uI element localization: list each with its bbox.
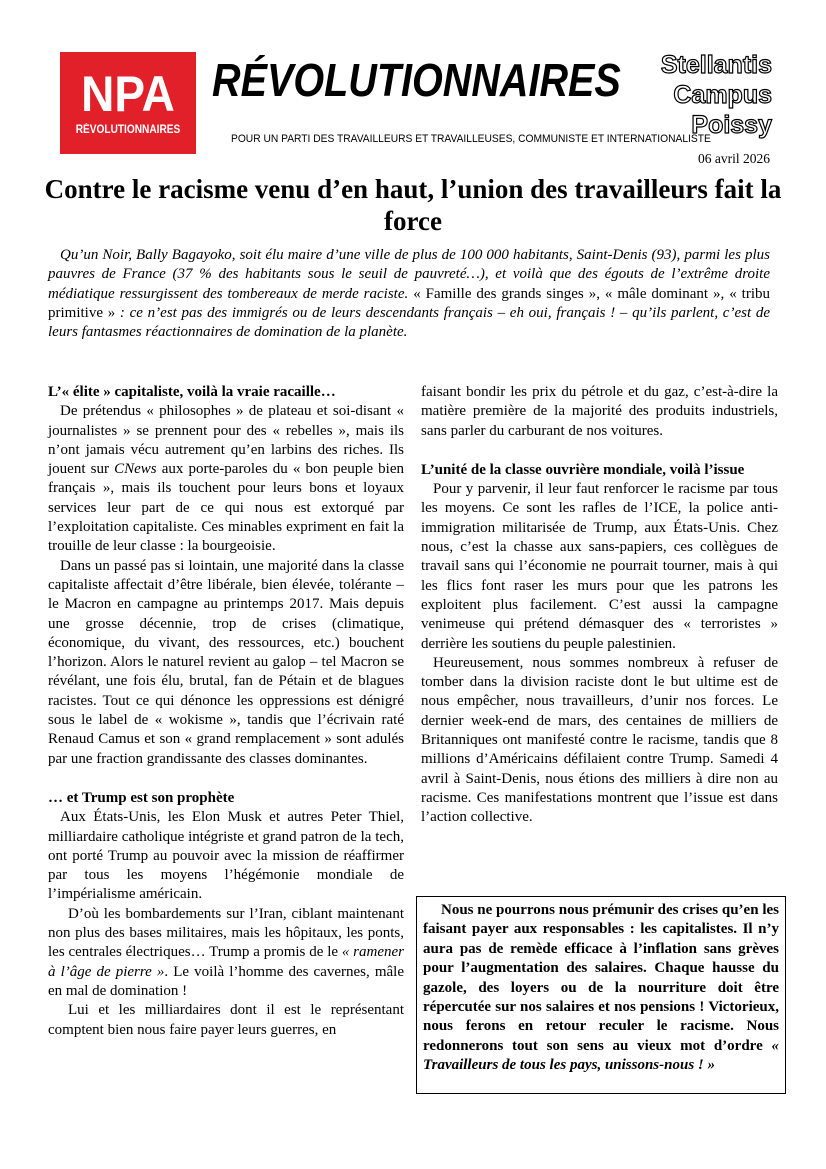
callout-text: Nous ne pourrons nous prémunir des crises qu’en les faisant payer aux responsables : les capitalistes. Il n’y aura pas de remède efficace à l’inflation sans grèves pour l’augmentation des salaires. Chaque hausse du gazole, des loyers ou de la nourriture doit être répercutée sur nos salaires et nos pensions ! Victorieux, nous ferons en retour reculer le racisme. Nous redonnerons tout son sens au vieux mot d’ordre [423,902,779,1054]
paragraph-racisme: Pour y parvenir, il leur faut renforcer le racisme par tous les moyens. Ce sont les rafles de l’ICE, la police anti-immigration militarisée de Trump, aux États-Unis. Chez nous, c’est la chasse aux sans-papiers, ces collègues de travail sans qui l’économie ne pourrait tourner, mais à qui les flics font raser les murs pour que les patrons les exploitent plus facilement. C’est aussi la campagne venimeuse qui prétend démasquer des « terroristes » derrière les soutiens du peuple palestinien. [421,481,778,652]
paragraph-milliardaires: Lui et les milliardaires dont il est le représentant comptent bien nous faire payer leurs guerres, en [48,1002,404,1038]
paragraph-heureusement: Heureusement, nous sommes nombreux à refuser de tomber dans la division raciste dont le but ultime est de nous empêcher, nous travailleurs, d’unir nos forces. Le dernier week-end de mars, des centaines de milliers de Britanniques ont manifesté contre le racisme, tandis que 8 millions d’Américains défilaient contre Trump. Samedi 4 avril à Saint-Denis, nous étions des milliers à dire non au racisme. Ces manifestations montrent que l’issue est dans l’action collective. [421,654,778,826]
paragraph-philosophes: De prétendus « philosophes » de plateau et soi-disant « journalistes » se prennent pour des « rebelles », mais ils n’ont jamais vécu autrement qu’en larbins des riches. Ils jouent sur CNews aux porte-paroles du « bon peuple bien français », mais ils touchent pour leurs bons et loyaux services leur part de ce qui nous est extorqué par l’exploitation capitaliste. Ces minables expriment en fait la trouille de leur classe : la bourgeoisie. [48,403,404,555]
section-heading-trump: … et Trump est son prophète [48,789,235,806]
location-line-2: Campus [673,81,772,109]
location-block [632,50,772,140]
callout-box [416,896,786,1094]
intro-italic-1: Qu’un Noir, Bally Bagayoko, soit élu maire d’une ville de plus de 100 000 habitants, Saint-Denis (93), parmi les plus pauvres de France (37 % des habitants sous le seuil de pauvreté…), et voilà que des égouts de l’extrême droite médiatique ressurgissent des tombereaux de merde raciste. [48,247,770,302]
intro-paragraph [48,246,770,342]
section-heading-unite: L’unité de la classe ouvrière mondiale, voilà l’issue [421,461,745,478]
intro-italic-2: : ce n’est pas des immigrés ou de leurs descendants français – eh oui, français ! – qu’ils parlent, c’est de leurs fantasmes réactionnaires de domination de la planète. [48,304,771,341]
cnews-italic: CNews [114,461,157,478]
location-line-3: Poissy [691,111,772,139]
logo-subtitle: RÉVOLUTIONNAIRES [75,124,181,136]
issue-date: 06 avril 2026 [698,151,770,166]
logo-npa-text: NPA [81,66,175,122]
masthead-title: RÉVOLUTIONNAIRES [212,54,621,106]
callout-quote: « Travailleurs de tous les pays, unissons-nous ! » [423,1037,779,1074]
paragraph-passe: Dans un passé pas si lointain, une majorité dans la classe capitaliste affectait d’être libérale, bien élevée, tolérante – le Macron en campagne au printemps 2017. Mais depuis une grosse décennie, trop de crises (climatique, économique, du vivant, des ressources, etc.) bouchent l’horizon. Alors le naturel revient au galop – tel Macron se révélant, une fois élu, brutal, fan de Pétain et de blagues racistes. Tout ce qui dénonce les oppressions est dénigré sous le label de « wokisme », tandis que l’écrivain raté Renaud Camus et son « grand remplacement » sont adulés par une fraction grandissante des classes dominantes. [48,557,404,767]
section-heading-elite: L’« élite » capitaliste, voilà la vraie racaille… [48,384,336,400]
right-column [421,383,778,828]
paragraph-continuation: faisant bondir les prix du pétrole et du gaz, c’est-à-dire la matière première de la majorité des produits industriels, sans parler du carburant de nos voitures. [421,384,778,439]
left-column [48,383,404,1040]
page-headline: Contre le racisme venu d’en haut, l’union des travailleurs fait la force [44,174,782,236]
intro-plain-1: « Famille des grands singes », « mâle dominant », « tribu primitive » [48,285,770,321]
npa-logo [60,52,196,154]
paragraph-bombardements: D’où les bombardements sur l’Iran, ciblant maintenant non plus des bases militaires, mais les hôpitaux, les ponts, les centrales électriques… Trump a promis de le « ramener à l’âge de pierre ». Le voilà l’homme des cavernes, mâle en mal de domination ! [48,905,405,999]
quote-age-de-pierre: « ramener à l’âge de pierre » [48,944,405,980]
location-line-1: Stellantis [660,51,772,79]
paragraph-etats-unis: Aux États-Unis, les Elon Musk et autres Peter Thiel, milliardaire catholique intégriste et grand patron de la tech, ont porté Trump au pouvoir avec la mission de réaffirmer par tous les moyens l’hégémonie mondiale de l’impérialisme américain. [48,809,404,903]
masthead-tagline: POUR UN PARTI DES TRAVAILLEURS ET TRAVAILLEUSES, COMMUNISTE ET INTERNATIONALISTE [231,133,711,145]
